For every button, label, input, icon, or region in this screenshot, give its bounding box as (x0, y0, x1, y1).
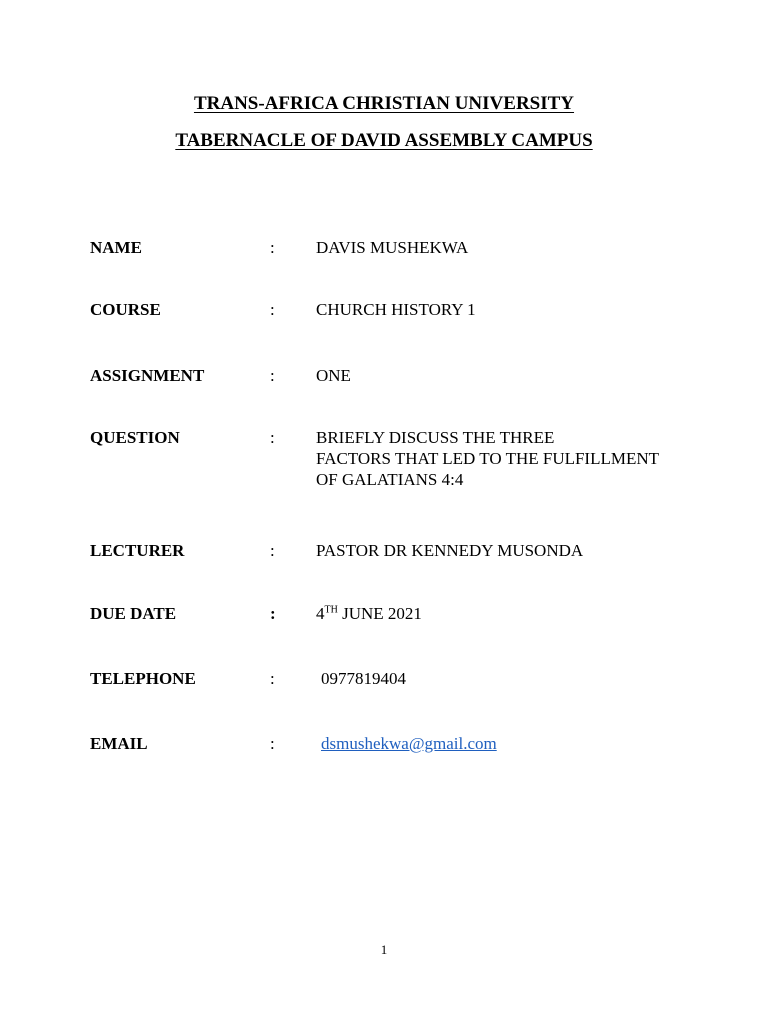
course-value: CHURCH HISTORY 1 (316, 300, 476, 319)
question-line-2: FACTORS THAT LED TO THE FULFILLMENT (316, 449, 660, 468)
due-date-day: 4 (316, 604, 325, 623)
question-label: QUESTION (90, 428, 180, 447)
question-line-1: BRIEFLY DISCUSS THE THREE (316, 428, 555, 447)
assignment-label: ASSIGNMENT (90, 366, 205, 385)
due-date-label: DUE DATE (90, 604, 177, 623)
telephone-separator: : (270, 669, 275, 688)
question-separator: : (270, 428, 275, 447)
telephone-label: TELEPHONE (90, 669, 196, 688)
email-separator: : (270, 734, 275, 753)
assignment-separator: : (270, 366, 275, 385)
email-label: EMAIL (90, 734, 148, 753)
name-value: DAVIS MUSHEKWA (316, 238, 469, 257)
due-date-separator: : (270, 604, 276, 623)
name-label: NAME (90, 238, 142, 257)
lecturer-label: LECTURER (90, 541, 185, 560)
due-date-value (316, 603, 696, 624)
email-link[interactable]: dsmushekwa@gmail.com (321, 734, 497, 753)
page-number: 1 (380, 942, 388, 957)
question-value (316, 427, 696, 490)
due-date-month-year: JUNE 2021 (337, 604, 422, 623)
lecturer-value: PASTOR DR KENNEDY MUSONDA (316, 541, 584, 560)
campus-title: TABERNACLE OF DAVID ASSEMBLY CAMPUS (175, 130, 593, 151)
name-separator: : (270, 238, 275, 257)
lecturer-separator: : (270, 541, 275, 560)
course-separator: : (270, 300, 275, 319)
due-date-ordinal-suffix: TH (324, 604, 338, 616)
university-title: TRANS-AFRICA CHRISTIAN UNIVERSITY (193, 93, 575, 114)
question-line-3: OF GALATIANS 4:4 (316, 470, 464, 489)
telephone-value: 0977819404 (321, 669, 406, 688)
assignment-value: ONE (316, 366, 351, 385)
course-label: COURSE (90, 300, 161, 319)
